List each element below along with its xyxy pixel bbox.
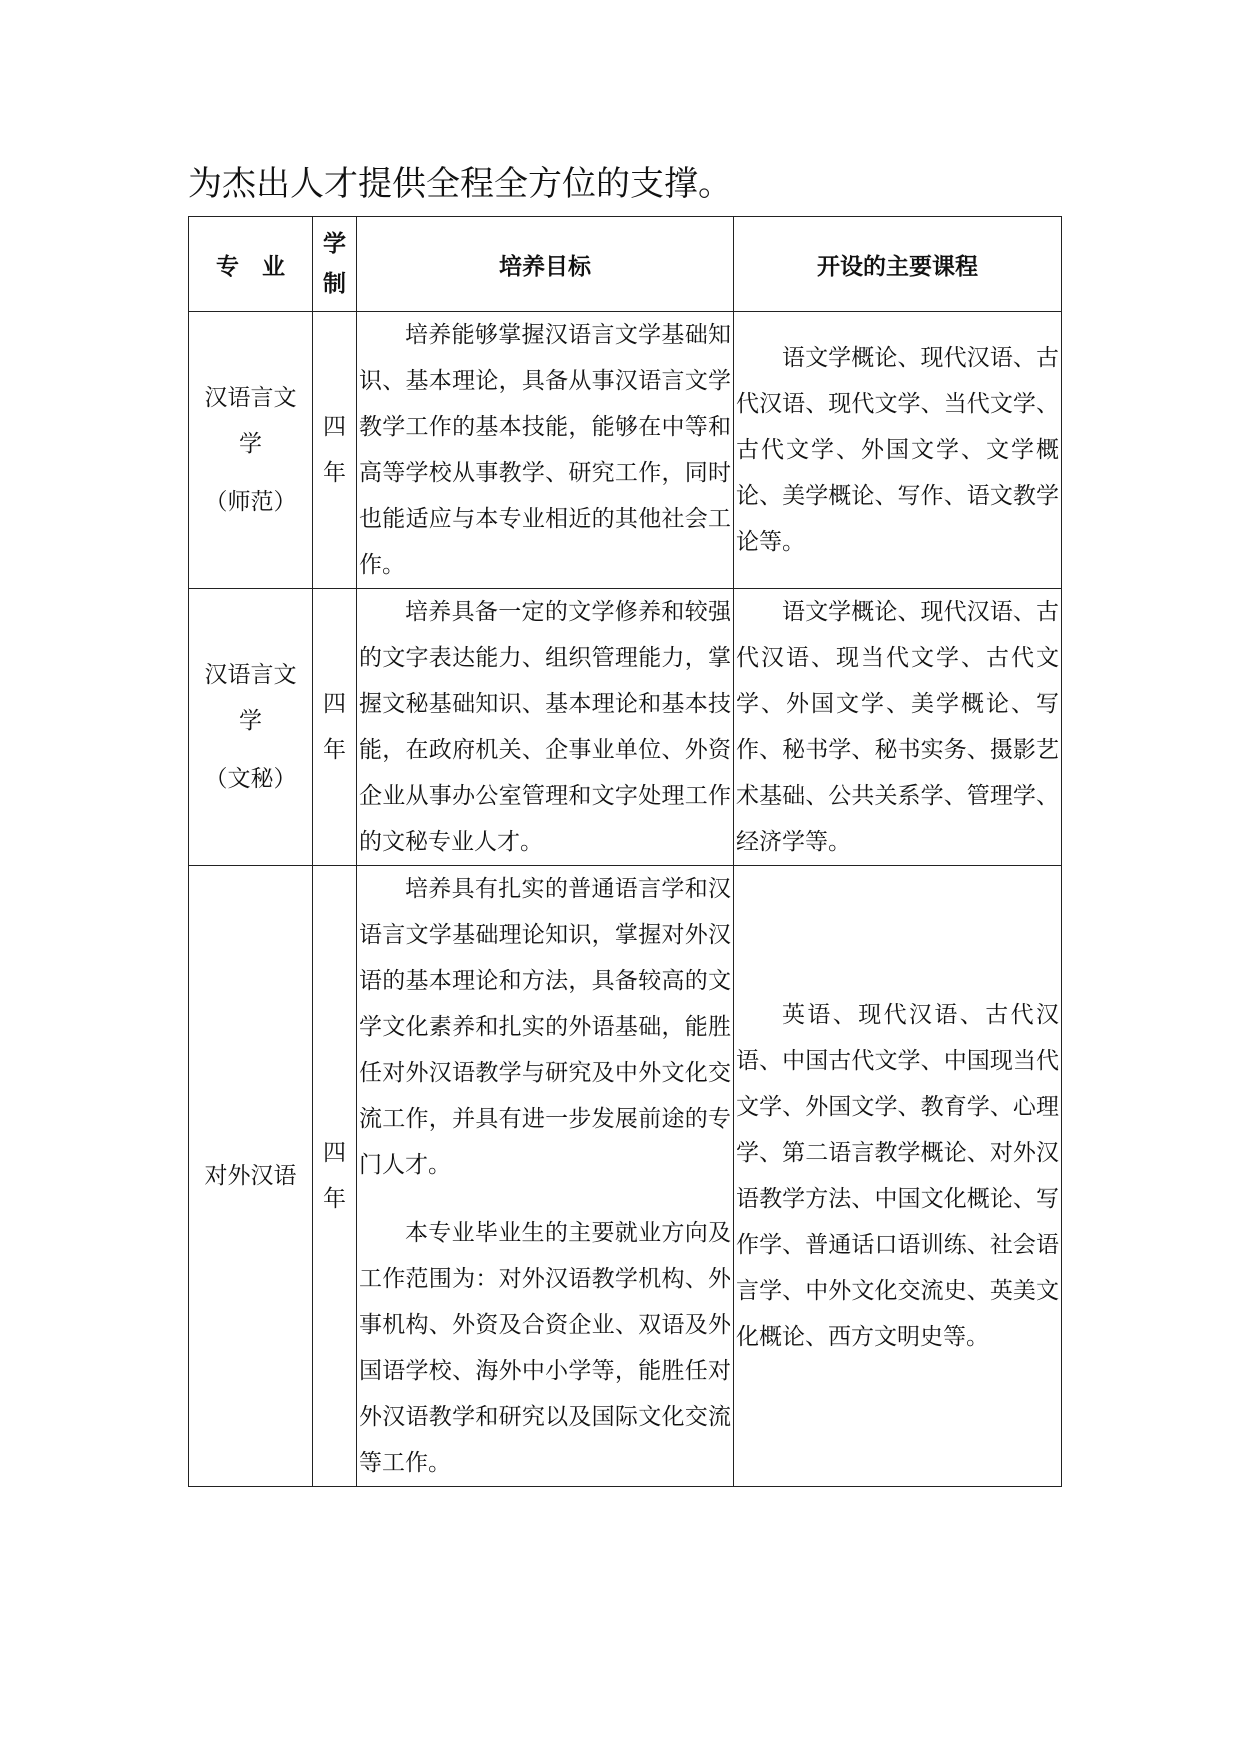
courses-cell [734, 312, 1062, 589]
table-row [189, 866, 1062, 1487]
curriculum-table [188, 216, 1062, 1487]
goal-cell [357, 589, 734, 866]
major-name-line1: 对外汉语 [204, 1163, 297, 1189]
years-line1: 四 [323, 414, 346, 440]
courses-text: 语文学概论、现代汉语、古代汉语、现当代文学、古代文学、外国文学、美学概论、写作、秘书学、秘书实务、摄影艺术基础、公共关系学、管理学、经济学等。 [736, 599, 1059, 855]
major-cell [189, 589, 313, 866]
header-years-line2: 制 [323, 271, 346, 297]
table-header-row [189, 217, 1062, 312]
courses-text: 英语、现代汉语、古代汉语、中国古代文学、中国现当代文学、外国文学、教育学、心理学、第二语言教学概论、对外汉语教学方法、中国文化概论、写作学、普通话口语训练、社会语言学、中外文化交流史、英美文化概论、西方文明史等。 [736, 1002, 1059, 1350]
goal-paragraph: 培养具有扎实的普通语言学和汉语言文学基础理论知识，掌握对外汉语的基本理论和方法，具备较高的文学文化素养和扎实的外语基础，能胜任对外汉语教学与研究及中外文化交流工作，并具有进一步发展前途的专门人才。 [359, 876, 731, 1178]
major-track: （文秘） [204, 766, 297, 792]
major-name-line2: 学 [239, 708, 262, 734]
header-goal: 培养目标 [357, 217, 734, 312]
years-cell [313, 589, 357, 866]
courses-cell [734, 866, 1062, 1487]
goal-paragraph: 培养能够掌握汉语言文学基础知识、基本理论，具备从事汉语言文学教学工作的基本技能，能够在中等和高等学校从事教学、研究工作，同时也能适应与本专业相近的其他社会工作。 [359, 322, 731, 578]
courses-text: 语文学概论、现代汉语、古代汉语、现代文学、当代文学、古代文学、外国文学、文学概论、美学概论、写作、语文教学论等。 [736, 345, 1059, 555]
table-row [189, 312, 1062, 589]
goal-paragraph-employment: 本专业毕业生的主要就业方向及工作范围为：对外汉语教学机构、外事机构、外资及合资企业、双语及外国语学校、海外中小学等，能胜任对外汉语教学和研究以及国际文化交流等工作。 [359, 1220, 731, 1476]
intro-text: 为杰出人才提供全程全方位的支撑。 [188, 164, 732, 204]
goal-cell [357, 866, 734, 1487]
years-cell [313, 866, 357, 1487]
years-cell [313, 312, 357, 589]
years-line1: 四 [323, 1140, 346, 1166]
major-name-line1: 汉语言文 [204, 385, 297, 411]
major-name-line2: 学 [239, 431, 262, 457]
major-name-line1: 汉语言文 [204, 662, 297, 688]
goal-cell [357, 312, 734, 589]
years-line1: 四 [323, 691, 346, 717]
years-line2: 年 [323, 1186, 346, 1212]
major-track: （师范） [204, 489, 297, 515]
major-cell [189, 866, 313, 1487]
years-line2: 年 [323, 460, 346, 486]
years-line2: 年 [323, 737, 346, 763]
table-row [189, 589, 1062, 866]
header-years [313, 217, 357, 312]
major-cell [189, 312, 313, 589]
courses-cell [734, 589, 1062, 866]
goal-paragraph: 培养具备一定的文学修养和较强的文字表达能力、组织管理能力，掌握文秘基础知识、基本理论和基本技能，在政府机关、企事业单位、外资企业从事办公室管理和文字处理工作的文秘专业人才。 [359, 599, 731, 855]
header-courses: 开设的主要课程 [734, 217, 1062, 312]
header-major: 专 业 [189, 217, 313, 312]
header-years-line1: 学 [323, 231, 346, 257]
